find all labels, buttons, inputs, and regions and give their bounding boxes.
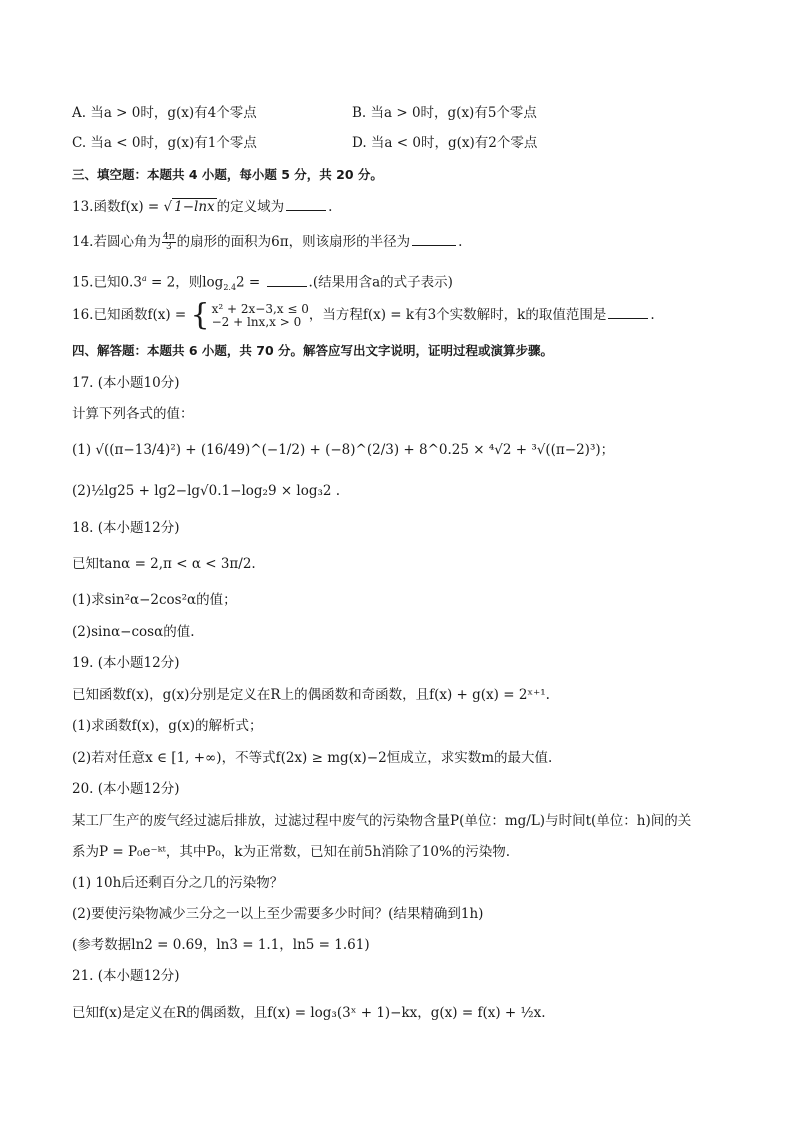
q19-part-1: (1)求函数f(x)，g(x)的解析式；	[72, 718, 263, 734]
section-4-heading: 四、解答题：本题共 6 小题，共 70 分。解答应写出文字说明，证明过程或演算步骤。	[72, 343, 554, 358]
option-a: A. 当a > 0时，g(x)有4个零点	[72, 105, 257, 121]
q13-end: .	[328, 199, 333, 215]
q19-heading: 19. (本小题12分)	[72, 655, 180, 671]
option-c: C. 当a < 0时，g(x)有1个零点	[72, 135, 257, 151]
q14-end: .	[458, 234, 463, 250]
option-d: D. 当a < 0时，g(x)有2个零点	[352, 135, 538, 151]
q16-brace: {	[190, 297, 210, 333]
q16-case-1: x² + 2x−3,x ≤ 0	[211, 301, 309, 316]
q20-part-1: (1) 10h后还剩百分之几的污染物？	[72, 875, 284, 891]
q15-post: .(结果用含a的式子表示)	[308, 274, 453, 291]
q18-heading: 18. (本小题12分)	[72, 520, 180, 536]
q21-heading: 21. (本小题12分)	[72, 968, 180, 984]
q14-fraction	[162, 233, 176, 252]
q16-end: .	[650, 307, 655, 323]
q16-pre: 16.已知函数f(x) =	[72, 307, 191, 323]
q16-answer-blank[interactable]	[608, 306, 648, 319]
q18-part-1: (1)求sin²α−2cos²α的值；	[72, 592, 237, 608]
question-13	[72, 198, 332, 216]
q15-pre: 15.已知0.3	[72, 274, 142, 291]
q20-heading: 20. (本小题12分)	[72, 781, 180, 797]
q15-mid2: 2 =	[236, 274, 265, 291]
section-3-heading: 三、填空题：本题共 4 小题，每小题 5 分，共 20 分。	[72, 167, 383, 182]
q20-intro-line-1: 某工厂生产的废气经过滤后排放，过滤过程中废气的污染物含量P(单位：mg/L)与时间t(单位：h)间的关	[72, 813, 692, 829]
q19-part-2: (2)若对任意x ∈ [1, +∞)，不等式f(2x) ≥ mg(x)−2恒成立，求实数m的最大值.	[72, 750, 553, 766]
q14-frac-num: 4π	[162, 232, 175, 242]
q20-reference-data: (参考数据ln2 = 0.69，ln3 = 1.1，ln5 = 1.61)	[72, 937, 370, 953]
q14-answer-blank[interactable]	[412, 233, 456, 246]
q13-post: 的定义域为	[216, 199, 285, 215]
q14-frac-den: 3	[165, 242, 172, 252]
q14-post: 的扇形的面积为6π，则该扇形的半径为	[176, 234, 411, 250]
q15-sup: a	[141, 274, 147, 283]
q14-pre: 14.若圆心角为	[72, 234, 161, 250]
q18-intro: 已知tanα = 2,π < α < 3π/2.	[72, 556, 256, 572]
question-16	[72, 297, 655, 333]
q18-part-2: (2)sinα−cosα的值.	[72, 624, 195, 640]
q17-heading: 17. (本小题10分)	[72, 375, 180, 391]
q16-post: ，当方程f(x) = k有3个实数解时，k的取值范围是	[308, 307, 607, 323]
q20-intro-line-2: 系为P = P₀e⁻ᵏᵗ，其中P₀，k为正常数，已知在前5h消除了10%的污染物.	[72, 844, 511, 860]
q15-sub: 2.4	[223, 283, 237, 293]
question-14	[72, 233, 462, 252]
q17-intro: 计算下列各式的值：	[72, 406, 194, 422]
q13-pre: 13.函数f(x) = √	[72, 199, 173, 215]
option-b: B. 当a > 0时，g(x)有5个零点	[352, 105, 537, 121]
q20-part-2: (2)要使污染物减少三分之一以上至少需要多少时间？(结果精确到1h)	[72, 906, 484, 922]
q15-mid: = 2，则log	[146, 274, 224, 291]
q13-radicand: 1−lnx	[174, 199, 215, 215]
q16-case-2: −2 + lnx,x > 0	[211, 314, 302, 329]
q15-answer-blank[interactable]	[267, 274, 307, 287]
question-15	[72, 270, 453, 297]
q16-cases	[212, 303, 309, 329]
q21-intro: 已知f(x)是定义在R的偶函数，且f(x) = log₃(3ˣ + 1)−kx，g(x) = f(x) + ½x.	[72, 1005, 546, 1021]
q13-answer-blank[interactable]	[286, 198, 326, 211]
q17-part-2: (2)½lg25 + lg2−lg√0.1−log₂9 × log₃2 .	[72, 483, 341, 499]
q19-intro: 已知函数f(x)，g(x)分别是定义在R上的偶函数和奇函数，且f(x) + g(x) = 2ˣ⁺¹.	[72, 687, 550, 703]
q17-part-1: (1) √((π−13/4)²) + (16/49)^(−1/2) + (−8)^(2/3) + 8^0.25 × ⁴√2 + ³√((π−2)³)；	[72, 442, 615, 458]
